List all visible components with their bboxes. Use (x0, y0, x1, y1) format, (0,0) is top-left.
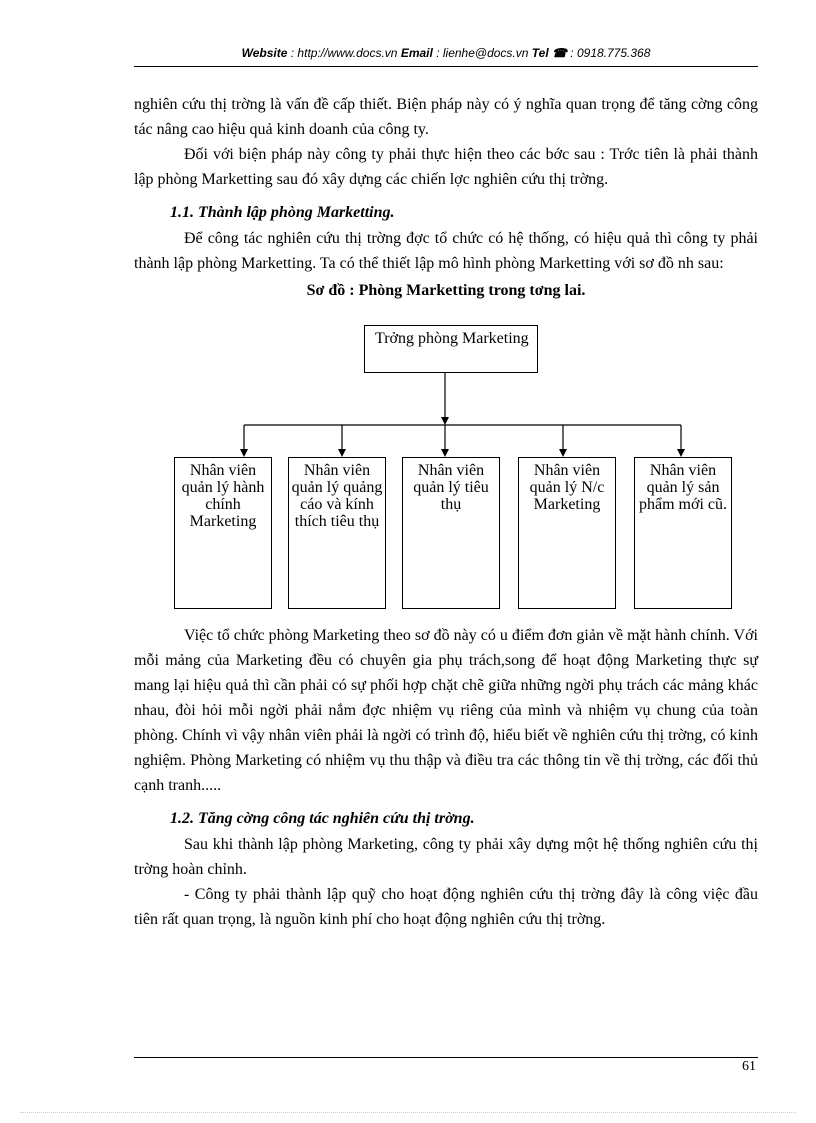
child-4-arrowhead (559, 449, 567, 457)
page-content (134, 92, 758, 932)
child-1-arrowhead (240, 449, 248, 457)
page-header (134, 46, 758, 60)
child-2-arrowhead (338, 449, 346, 457)
org-chart-child-box: Nhân viên quản lý quảng cáo và kính thích tiêu thụ (288, 457, 386, 609)
paragraph-2: Đối với biện pháp này công ty phải thực hiện theo các bớc sau : Trớc tiên là phải thành lập phòng Marketting sau đó xây dựng các chiến lợc nghiên cứu thị trờng. (134, 146, 758, 188)
page-number: 61 (742, 1059, 756, 1074)
footer-divider (134, 1057, 758, 1058)
section-heading-1-2: 1.2. Tăng cờng công tác nghiên cứu thị trờng. (170, 810, 475, 827)
paragraph-1: nghiên cứu thị trờng là vấn đề cấp thiết. Biện pháp này có ý nghĩa quan trọng để tăng cờng công tác nâng cao hiệu quả kinh doanh của công ty. (134, 96, 758, 138)
section-heading-1-1: 1.1. Thành lập phòng Marketting. (170, 204, 395, 221)
website-label: Website (241, 46, 288, 60)
org-chart-child-box: Nhân viên quản lý tiêu thụ (402, 457, 500, 609)
email-value[interactable]: : lienhe@docs.vn (436, 46, 529, 60)
org-chart-child-box: Nhân viên quản lý hành chính Marketing (174, 457, 272, 609)
org-chart (134, 303, 758, 623)
page-edge-dots (20, 1112, 796, 1113)
paragraph-5: Sau khi thành lập phòng Marketing, công ty phải xây dựng một hệ thống nghiên cứu thị trờng hoàn chỉnh. (134, 836, 758, 878)
org-chart-child-box: Nhân viên quản lý N/c Marketing (518, 457, 616, 609)
org-chart-child-box: Nhân viên quản lý sản phẩm mới cũ. (634, 457, 732, 609)
header-divider (134, 66, 758, 67)
root-arrowhead (441, 417, 449, 425)
paragraph-6: - Công ty phải thành lập quỹ cho hoạt động nghiên cứu thị trờng đây là công việc đầu tiên rất quan trọng, là nguồn kinh phí cho hoạt động nghiên cứu thị trờng. (134, 886, 758, 928)
paragraph-4: Việc tổ chức phòng Marketing theo sơ đồ này có u điểm đơn giản về mặt hành chính. Với mỗi mảng của Marketing đều có chuyên gia phụ trách,song để hoạt động Marketing thực sự mang lại hiệu quả thì cần phải có sự phối hợp chặt chẽ giữa những ngời phụ trách các mảng khác nhau, đòi hỏi mỗi ngời phải nắm đợc nhiệm vụ riêng của mình và nhiệm vụ chung của toàn phòng. Chính vì vậy nhân viên phải là ngời có trình độ, hiểu biết về nghiên cứu thị trờng, có kinh nghiệm. Phòng Marketing có nhiệm vụ thu thập và điều tra các thông tin về thị trờng, các đối thủ cạnh tranh..... (134, 627, 758, 794)
org-chart-root-box: Trởng phòng Marketing (364, 325, 538, 373)
child-3-arrowhead (441, 449, 449, 457)
child-5-arrowhead (677, 449, 685, 457)
website-value[interactable]: : http://www.docs.vn (290, 46, 398, 60)
diagram-title: Sơ đồ : Phòng Marketting trong tơng lai. (306, 282, 586, 299)
email-label: Email (400, 46, 433, 60)
paragraph-3: Để công tác nghiên cứu thị trờng đợc tổ chức có hệ thống, có hiệu quả thì công ty phải thành lập phòng Marketting. Ta có thể thiết lập mô hình phòng Marketting với sơ đồ nh sau: (134, 230, 758, 272)
tel-label: Tel ☎ (531, 46, 567, 60)
tel-value: : 0918.775.368 (570, 46, 651, 60)
